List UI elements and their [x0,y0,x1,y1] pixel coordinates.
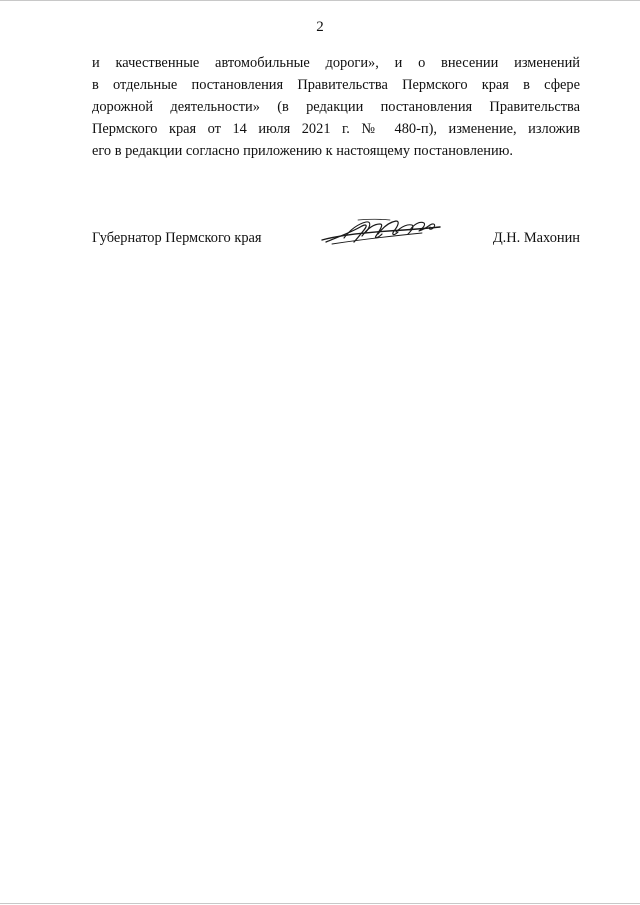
page-number: 2 [316,19,324,35]
body-paragraph [92,52,580,162]
handwritten-signature [318,216,444,248]
signer-title: Губернатор Пермского края [92,230,262,246]
body-line-2: в отдельные постановления Правительства Пермского края в сфере [92,77,580,93]
body-line-1: и качественные автомобильные дороги», и о внесении изменений [92,55,580,71]
body-line-4: Пермского края от 14 июля 2021 г. № 480-п), изменение, изложив [92,121,580,137]
top-border-line [0,0,640,1]
signer-name: Д.Н. Махонин [492,230,580,246]
body-line-3: дорожной деятельности» (в редакции постановления Правительства [92,99,580,115]
body-line-5: его в редакции согласно приложению к настоящему постановлению. [92,143,514,159]
bottom-border-line [0,903,640,904]
signature-block [92,222,580,252]
